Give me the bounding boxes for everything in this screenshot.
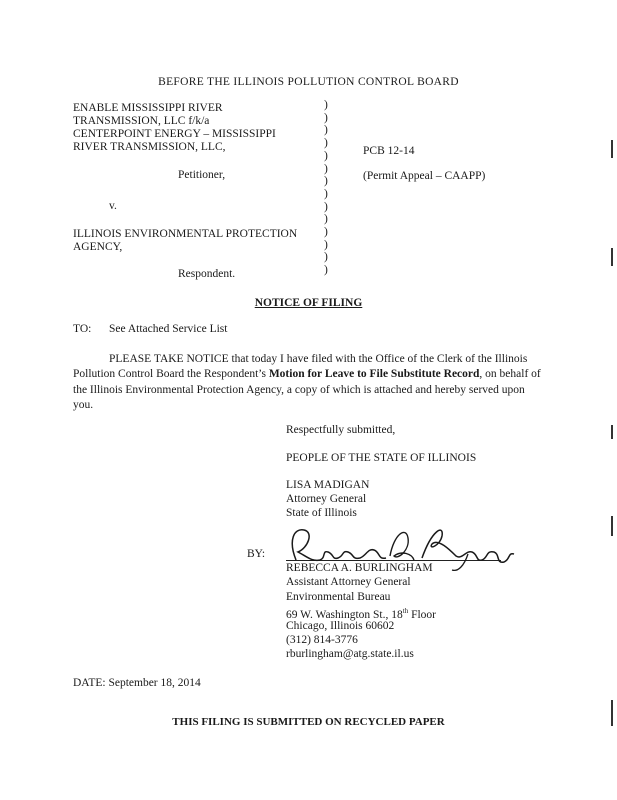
- petitioner-line: CENTERPOINT ENERGY – MISSISSIPPI: [73, 128, 276, 140]
- ag-state: State of Illinois: [286, 507, 357, 519]
- phone: (312) 814-3776: [286, 634, 358, 646]
- respondent-line: AGENCY,: [73, 241, 123, 253]
- petitioner-role: Petitioner,: [178, 169, 226, 181]
- notice-body-text: PLEASE TAKE NOTICE that today I have filed with the Office of the Clerk of the Illinois Pollution Control Board the Respondent’s: [73, 353, 528, 381]
- petitioner-line: RIVER TRANSMISSION, LLC,: [73, 141, 226, 153]
- closing: Respectfully submitted,: [286, 424, 396, 436]
- petitioner-line: ENABLE MISSISSIPPI RIVER: [73, 102, 223, 114]
- page-title: BEFORE THE ILLINOIS POLLUTION CONTROL BOARD: [158, 76, 459, 88]
- ag-name: LISA MADIGAN: [286, 479, 370, 491]
- address-street-text: 69 W. Washington St., 18: [286, 608, 403, 621]
- to-value: See Attached Service List: [109, 323, 228, 335]
- address-sup: th: [402, 607, 409, 615]
- by-label: BY:: [247, 548, 266, 560]
- scan-margin-mark: [611, 700, 613, 726]
- signer-name: REBECCA A. BURLINGHAM: [286, 562, 433, 574]
- address-floor: Floor: [408, 608, 437, 621]
- petitioner-line: TRANSMISSION, LLC f/k/a: [73, 115, 210, 127]
- scan-margin-mark: [611, 248, 613, 266]
- respondent-line: ILLINOIS ENVIRONMENTAL PROTECTION: [73, 228, 298, 240]
- notice-heading: NOTICE OF FILING: [254, 297, 363, 309]
- respondent-role: Respondent.: [178, 268, 236, 280]
- party-name: PEOPLE OF THE STATE OF ILLINOIS: [286, 452, 477, 464]
- case-type: (Permit Appeal – CAAPP): [363, 170, 486, 182]
- caption-parens: ) ) ) ) ) ) ) ) ) ) ) ) ) ): [324, 99, 328, 277]
- notice-body-text-end: , on behalf of the Illinois Environmental Protection Agency, a copy of which is attached and hereby served upon you.: [73, 368, 541, 411]
- ag-title: Attorney General: [286, 493, 367, 505]
- date-line: DATE: September 18, 2014: [73, 677, 201, 689]
- scan-margin-mark: [611, 516, 613, 536]
- scan-margin-mark: [611, 140, 613, 158]
- email-link[interactable]: rburlingham@atg.state.il.us: [286, 648, 414, 660]
- signer-title: Assistant Attorney General: [286, 576, 411, 588]
- case-number: PCB 12-14: [363, 145, 415, 157]
- scan-margin-mark: [611, 425, 613, 439]
- footer-note: THIS FILING IS SUBMITTED ON RECYCLED PAPER: [172, 716, 445, 728]
- notice-body: [73, 352, 543, 413]
- to-label: TO:: [73, 323, 92, 335]
- motion-title: Motion for Leave to File Substitute Record: [268, 368, 480, 381]
- address-city: Chicago, Illinois 60602: [286, 620, 395, 632]
- bureau: Environmental Bureau: [286, 591, 391, 603]
- versus-label: v.: [109, 200, 117, 212]
